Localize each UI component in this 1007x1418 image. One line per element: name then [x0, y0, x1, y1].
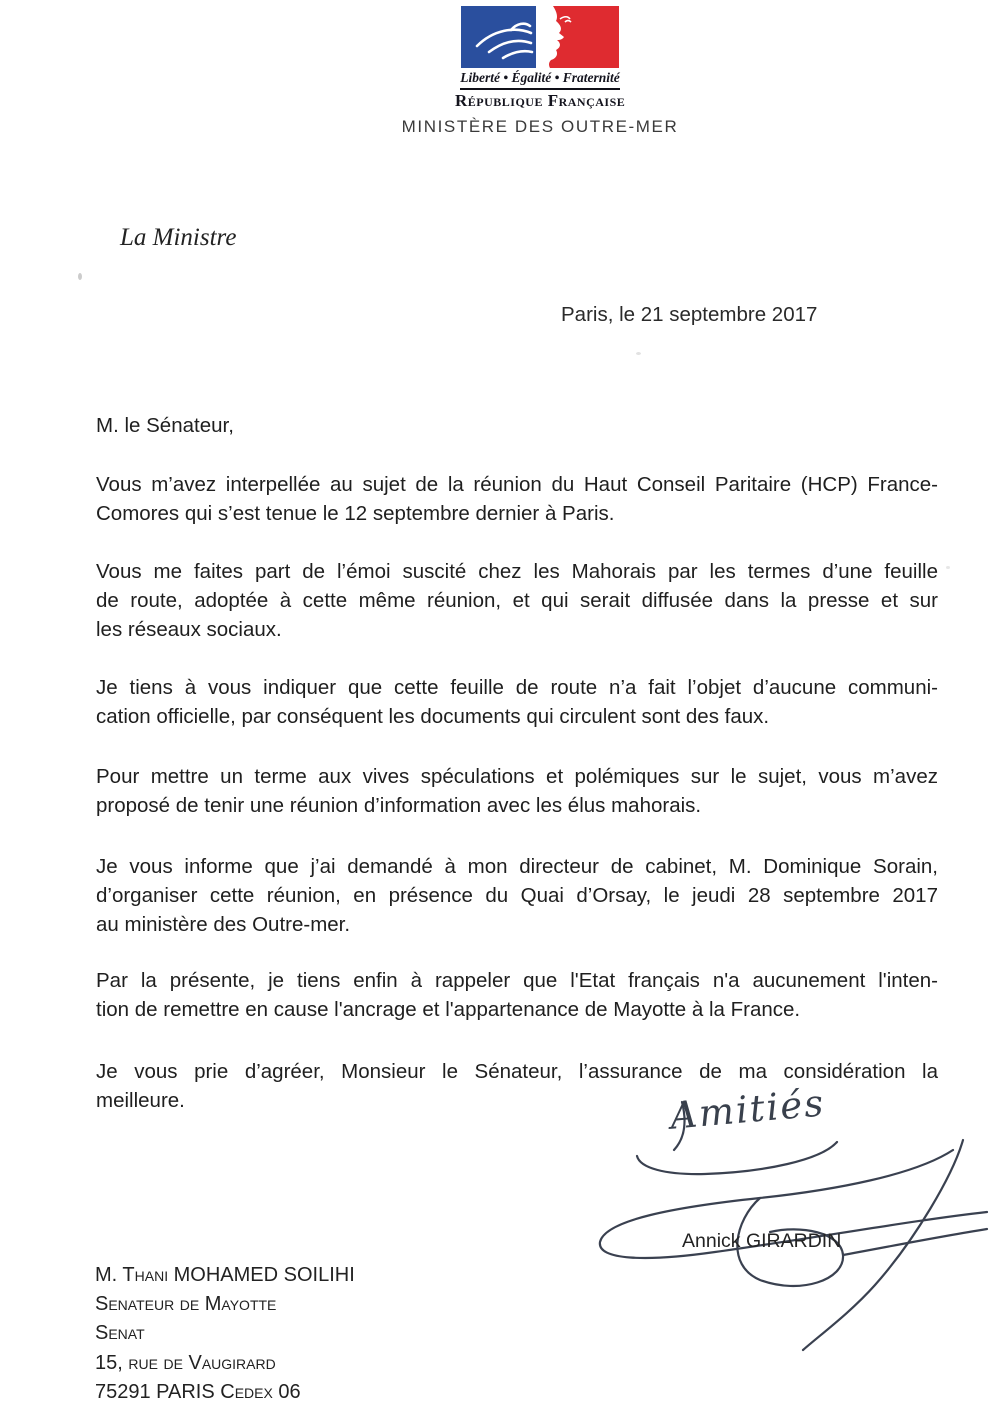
scan-artifact: [636, 352, 641, 355]
signature-block: [585, 1080, 1007, 1370]
signer-name: Annick GIRARDIN: [682, 1230, 842, 1252]
paragraph-3: Je tiens à vous indiquer que cette feuille de route n’a fait l’objet d’aucune communi- cation officielle, par conséquent les documents qui circulent sont des faux.: [96, 676, 938, 728]
scan-artifact: [78, 273, 82, 280]
dateline: Paris, le 21 septembre 2017: [561, 303, 818, 326]
marianne-flag-icon: [461, 6, 619, 68]
handwritten-closing: Amitiés: [668, 1081, 827, 1138]
republique-francaise-logo: [455, 6, 625, 111]
salutation: M. le Sénateur,: [96, 414, 234, 437]
paragraph-5: Je vous informe que j’ai demandé à mon directeur de cabinet, M. Dominique Sorain, d’organiser cette réunion, en présence du Quai d’Orsay, le jeudi 28 septembre 2017 au ministère des Outre-mer.: [96, 855, 938, 936]
motto-liberte-egalite-fraternite: Liberté • Égalité • Fraternité: [460, 70, 620, 85]
paragraph-7: Je vous prie d’agréer, Monsieur le Sénateur, l’assurance de ma considération la meilleure.: [96, 1060, 938, 1112]
paragraph-4: Pour mettre un terme aux vives spéculations et polémiques sur le sujet, vous m’avez proposé de tenir une réunion d’information avec les élus mahorais.: [96, 765, 938, 817]
sender-title: La Ministre: [120, 224, 237, 251]
paragraph-1: Vous m’avez interpellée au sujet de la réunion du Haut Conseil Paritaire (HCP) France- Comores qui s’est tenue le 12 septembre dernier à Paris.: [96, 473, 938, 525]
recipient-address: M. Thani MOHAMED SOILIHI Senateur de Mayotte Senat 15, rue de Vaugirard 75291 PARIS Cedex 06: [95, 1264, 355, 1403]
scan-artifact: [946, 566, 950, 569]
paragraph-6: Par la présente, je tiens enfin à rappeler que l'Etat français n'a aucunement l'inten- tion de remettre en cause l'ancrage et l'appartenance de Mayotte à la France.: [96, 969, 938, 1021]
ministry-name: MINISTÈRE DES OUTRE-MER: [401, 117, 679, 136]
paragraph-2: Vous me faites part de l’émoi suscité chez les Mahorais par les termes d’une feuille de route, adoptée à cette même réunion, et qui serait diffusée dans la presse et sur les réseaux sociaux.: [96, 560, 938, 641]
republique-francaise-label: République Française: [455, 91, 626, 110]
motto-rule: [460, 88, 620, 90]
